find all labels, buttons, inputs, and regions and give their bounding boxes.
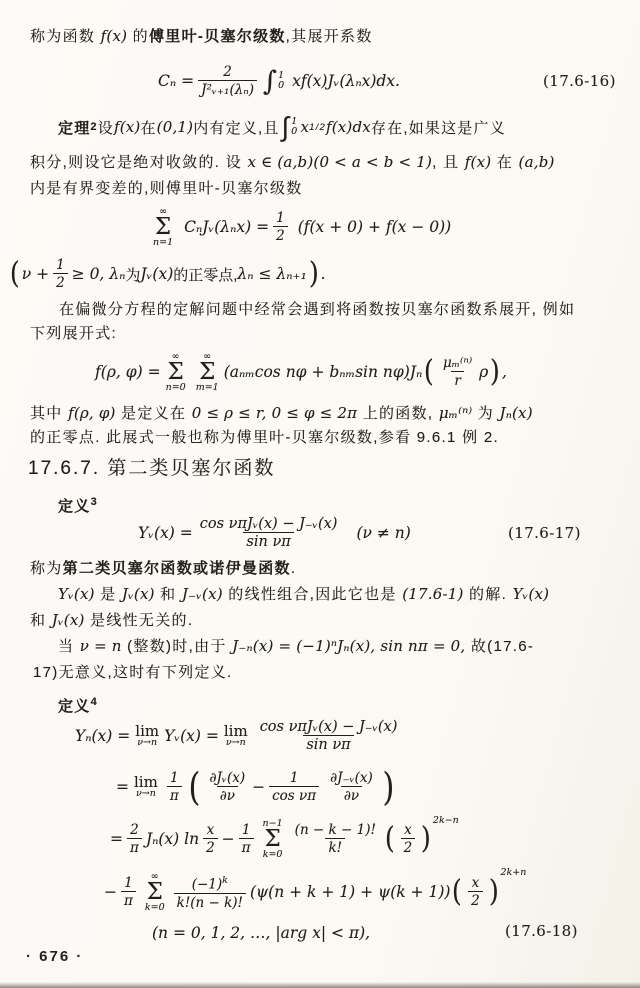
psi-term: (ψ(n + k + 1) + ψ(k + 1)) — [249, 883, 451, 901]
eq18-lhs: Yₙ(x) = — [75, 727, 131, 745]
minus: − — [252, 778, 266, 796]
frac-den: 2 — [468, 891, 483, 909]
lim-sub: ν→n — [135, 787, 156, 799]
frac-den: 2 — [53, 273, 68, 291]
lim-sub: ν→n — [137, 736, 158, 748]
thm-text: 在 — [140, 119, 157, 137]
lc-text: 和 — [30, 612, 52, 629]
section-heading: 17.6.7. 第二类贝塞尔函数 — [28, 458, 276, 479]
frac-num: 1 — [124, 875, 133, 891]
math-fx: f(x) — [113, 118, 141, 136]
limit-operator — [134, 772, 158, 799]
eqsum-rhs: (f(x + 0) + f(x − 0)) — [297, 218, 452, 236]
eq18-line1 — [75, 712, 404, 760]
frac-num: 1 — [169, 770, 179, 786]
sigma-icon: Σ — [264, 825, 281, 852]
sigma-icon: Σ — [146, 878, 163, 905]
eqsum-body: CₙJᵥ(λₙx) = — [184, 218, 270, 236]
def-label-sup: 3 — [90, 496, 99, 508]
thm-text: , 且 — [432, 154, 465, 171]
limit-operator — [135, 721, 160, 748]
frac-den: 2 — [203, 838, 218, 856]
pde-paragraph-line1 — [59, 299, 575, 320]
partial-derivative-fraction — [327, 770, 376, 804]
minus: − — [104, 883, 117, 901]
math-exponent-half: 1/2 — [309, 121, 326, 133]
equation-17-6-16 — [158, 58, 400, 104]
half-fraction — [273, 210, 288, 244]
theorem2-line2 — [30, 152, 555, 173]
summation-k — [263, 819, 283, 860]
left-paren: ( — [384, 821, 395, 856]
math-ab: (a,b) — [518, 153, 555, 171]
frac-num: 2 — [130, 822, 139, 838]
x-over-two — [203, 822, 218, 856]
def-label: 定义 — [58, 498, 91, 515]
sum-lower: k=0 — [144, 901, 165, 913]
linear-comb-line1 — [58, 584, 549, 605]
name-text: 称为 — [30, 560, 63, 577]
lim-sub: ν→n — [225, 736, 246, 748]
ic-text: 17)无意义,这时有下列定义. — [33, 664, 233, 681]
sum-lower: m=1 — [195, 381, 219, 393]
eq16-lhs: Cₙ = — [158, 72, 195, 90]
right-paren: ) — [308, 256, 319, 291]
math-domain: 0 ≤ ρ ≤ r, 0 ≤ φ ≤ 2π — [191, 404, 358, 422]
eq18-line5 — [152, 922, 370, 944]
exponent: 2k+n — [500, 867, 527, 878]
eqrho-comma: , — [502, 363, 507, 381]
sum-upper: n−1 — [262, 817, 283, 829]
math-fx: f(x) — [464, 153, 492, 171]
summation-k — [145, 872, 165, 913]
ic-text: (整数)时,由于 — [121, 638, 233, 655]
sum-lower: n=0 — [165, 381, 186, 393]
math-mu: μₘ⁽ⁿ⁾ — [438, 404, 473, 422]
integral-lower: 0 — [291, 126, 299, 137]
math-frho: f(ρ, φ) — [68, 404, 116, 422]
math-ab-condition: x ∈ (a,b)(0 < a < b < 1) — [247, 153, 433, 171]
explain-text: 其中 — [30, 405, 69, 422]
lc-text: 的解. — [463, 586, 513, 603]
frac-den: π — [127, 838, 142, 856]
frac-den: sin νπ — [303, 735, 353, 753]
frac-den: ∂ν — [341, 786, 362, 804]
ic-text: 故(17.6- — [465, 638, 535, 655]
sigma-icon: Σ — [154, 213, 172, 240]
x-over-two — [401, 822, 416, 856]
frac-num: cos νπJᵥ(x) − J₋ᵥ(x) — [199, 516, 338, 532]
neumann-name-line — [30, 558, 296, 579]
math-fx: f(x) — [100, 27, 128, 45]
frac-num: μₘ⁽ⁿ⁾ — [443, 355, 473, 371]
explain-text: 的正零点. 此展式一般也称为傅里叶-贝塞尔级数,参看 9.6.1 例 2. — [30, 429, 499, 446]
frac-num-base: (−1) — [191, 876, 223, 893]
lim-word: lim — [135, 721, 160, 740]
frac-den: ∂ν — [217, 786, 238, 804]
frac-den: π — [167, 786, 182, 804]
frac-den: r — [451, 371, 463, 389]
neumann-term: 第二类贝塞尔函数或诺伊曼函数 — [62, 560, 291, 577]
partial-derivative-fraction — [207, 770, 249, 804]
equation-series — [148, 202, 451, 252]
minus: − — [221, 830, 235, 848]
math-identity: J₋ₙ(x) = (−1)ⁿJₙ(x), sin nπ = 0, — [232, 637, 466, 655]
intro-text: ,其展开系数 — [285, 28, 373, 45]
eq18-line4 — [104, 866, 526, 918]
sum-upper: ∞ — [150, 870, 159, 882]
eq18-fraction — [257, 719, 401, 753]
eq18-number: (17.6-18) — [505, 922, 578, 940]
sigma-icon: Σ — [167, 358, 184, 385]
equation-17-6-17 — [138, 510, 411, 556]
pde-text: 在偏微分方程的定解问题中经常会遇到将函数按贝塞尔函数系展开, 例如 — [59, 301, 576, 318]
math-Jv: Jᵥ(x) — [51, 611, 85, 629]
frac-num-sup: k — [222, 875, 228, 887]
cond-cn: 的正零点, — [173, 266, 238, 284]
math-Yv: Yᵥ(x) — [512, 585, 550, 603]
integral-sign — [281, 111, 299, 142]
frac-den: k!(n − k)! — [174, 893, 246, 911]
frac-num: ∂J₋ᵥ(x) — [330, 770, 373, 786]
exponent: 2k−n — [432, 815, 459, 826]
lim-word: lim — [223, 721, 248, 740]
right-paren: ) — [421, 821, 432, 856]
theorem-label-sup: 2 — [90, 121, 98, 133]
lc-text: 是线性无关的. — [84, 612, 194, 629]
frac-den: π — [121, 891, 136, 909]
intro-text: 的 — [127, 28, 149, 45]
lc-text: 是 — [94, 586, 122, 603]
thm-text: 在 — [491, 154, 519, 171]
math-ref: (17.6-1) — [402, 585, 464, 603]
one-over-pi — [167, 770, 182, 804]
frac-den: 2 — [401, 838, 416, 856]
frac-num: 1 — [289, 770, 299, 786]
theorem2-line3 — [30, 178, 303, 199]
integral-icon: ∫ — [281, 111, 291, 142]
limit-operator — [223, 721, 248, 748]
factorial-fraction — [292, 822, 379, 856]
sum-lower: n=1 — [153, 236, 174, 248]
math-Jmv: J₋ᵥ(x) — [181, 585, 223, 603]
eq16-integrand: xf(x)Jᵥ(λₙx)dx. — [292, 72, 400, 90]
x-over-two — [468, 875, 483, 909]
eqrho-rho: ρ — [479, 363, 489, 381]
sum-lower: k=0 — [262, 848, 283, 860]
integral-lower: 0 — [278, 80, 285, 91]
thm-text: 内有定义,且 — [193, 119, 280, 137]
cond-nu: ν + — [21, 265, 50, 283]
sum-upper: ∞ — [171, 350, 180, 362]
eq18-line3 — [110, 814, 459, 864]
thm-text: 存在,如果这是广义 — [370, 119, 506, 137]
math-Jv: Jᵥ(x) — [121, 585, 155, 603]
theorem-label: 定理 — [58, 119, 91, 137]
scan-bottom-edge — [0, 982, 640, 988]
right-paren: ) — [488, 874, 499, 909]
integer-case-line2 — [33, 662, 233, 683]
integral-sign — [263, 65, 285, 97]
intro-paragraph — [30, 26, 373, 47]
equals: = — [116, 778, 129, 796]
sum-upper: ∞ — [159, 205, 168, 217]
explain-line2 — [30, 427, 499, 448]
eq16-denominator: J²ᵥ₊₁(λₙ) — [198, 80, 257, 98]
ic-text: 当 — [58, 638, 80, 655]
fourier-bessel-series-term: 傅里叶-贝塞尔级数 — [148, 28, 286, 45]
frac-num: 1 — [56, 257, 65, 273]
thm-text: 设 — [97, 119, 114, 137]
eq17-fraction — [197, 516, 341, 550]
eq18-condition: (n = 0, 1, 2, …, |arg x| < π), — [152, 924, 371, 942]
eq17-lhs: Yᵥ(x) = — [138, 524, 193, 542]
summation — [153, 207, 173, 248]
sigma-icon: Σ — [199, 358, 216, 385]
lc-text: 的线性组合,因此它也是 — [222, 586, 403, 603]
thm-text: 积分,则设它是绝对收敛的. 设 — [30, 154, 248, 171]
definition3-label — [58, 492, 98, 517]
lc-text: 和 — [154, 586, 182, 603]
signed-factorial-fraction — [174, 873, 246, 911]
cond-math: λₙ ≤ λₙ₊₁ — [237, 265, 307, 283]
def-label: 定义 — [58, 698, 91, 715]
math-nu-n: ν = n — [79, 637, 122, 655]
half-fraction — [53, 257, 68, 291]
frac-den: sin νπ — [243, 532, 293, 550]
name-text: . — [290, 560, 297, 577]
left-paren: ( — [424, 354, 435, 389]
eq18-line2 — [116, 762, 397, 812]
eqrho-lhs: f(ρ, φ) = — [95, 363, 161, 381]
frac-den: cos νπ — [269, 786, 319, 804]
equals: = — [110, 830, 123, 848]
explain-text: 上的函数, — [357, 405, 439, 422]
pde-text: 下列展开式: — [30, 325, 117, 342]
eqrho-body: (aₙₘcos nφ + bₙₘsin nφ)Jₙ — [223, 363, 423, 381]
eq16-fraction — [198, 64, 257, 98]
sum-upper: ∞ — [203, 350, 212, 362]
eq18-mid: Yᵥ(x) = — [164, 727, 219, 745]
integral-icon: ∫ — [263, 65, 278, 97]
right-paren: ) — [382, 765, 395, 809]
eq16-numerator: 2 — [223, 64, 232, 80]
summation-m — [196, 352, 219, 393]
right-paren: ) — [490, 354, 501, 389]
math-interval: (0,1) — [156, 118, 194, 136]
explain-line1 — [30, 403, 533, 424]
math-x: x — [300, 118, 310, 136]
frac-num: 1 — [241, 822, 251, 838]
lim-word: lim — [134, 772, 158, 791]
mu-over-r-fraction — [440, 355, 475, 389]
def-label-sup: 4 — [90, 696, 99, 708]
theorem2-line1 — [58, 108, 506, 146]
two-over-pi — [127, 822, 142, 856]
eq17-condition: (ν ≠ n) — [356, 524, 411, 542]
frac-num: cos νπJᵥ(x) − J₋ᵥ(x) — [259, 719, 398, 735]
frac-num: x — [404, 822, 412, 838]
eq17-number: (17.6-17) — [508, 524, 581, 542]
frac-num: x — [471, 875, 480, 891]
summation-n — [166, 352, 186, 393]
page-number: · 676 · — [26, 948, 84, 965]
math-fxdx: f(x)dx — [325, 118, 371, 136]
linear-comb-line2 — [30, 610, 193, 631]
intro-text: 称为函数 — [30, 28, 101, 45]
cond-math: Jᵥ(x) — [140, 265, 174, 283]
integer-case-line1 — [58, 636, 534, 657]
math-Jn: Jₙ(x) — [499, 404, 533, 422]
integral-upper: 1 — [278, 70, 285, 81]
integral-upper: 1 — [291, 116, 299, 127]
frac-num: (n − k − 1)! — [294, 822, 376, 838]
frac-num: ∂Jᵥ(x) — [209, 770, 246, 786]
pde-paragraph-line2 — [30, 323, 117, 344]
explain-text: 是定义在 — [115, 405, 192, 422]
explain-text: 为 — [472, 405, 500, 422]
left-paren: ( — [452, 874, 463, 909]
cond-period: . — [320, 265, 326, 283]
frac-num: x — [206, 822, 215, 838]
eq16-number: (17.6-16) — [543, 72, 616, 90]
equation-condition — [8, 252, 326, 296]
frac-num: 1 — [276, 210, 285, 226]
eq18-ln-term: Jₙ(x) ln — [145, 830, 200, 848]
frac-den: π — [239, 838, 254, 856]
cond-math: ≥ 0, λₙ — [71, 265, 126, 283]
thm-text: 内是有界变差的,则傅里叶-贝塞尔级数 — [30, 180, 303, 197]
cond-cn: 为 — [125, 266, 141, 284]
one-over-pi — [121, 875, 136, 909]
one-over-cos-fraction — [269, 770, 319, 804]
one-over-pi — [239, 822, 254, 856]
frac-den: 2 — [273, 226, 288, 244]
equation-expansion — [95, 344, 507, 400]
math-Yv: Yᵥ(x) — [58, 585, 95, 603]
frac-den: k! — [325, 838, 345, 856]
frac-num — [189, 873, 231, 893]
left-paren: ( — [188, 765, 201, 809]
left-paren: ( — [9, 256, 20, 291]
